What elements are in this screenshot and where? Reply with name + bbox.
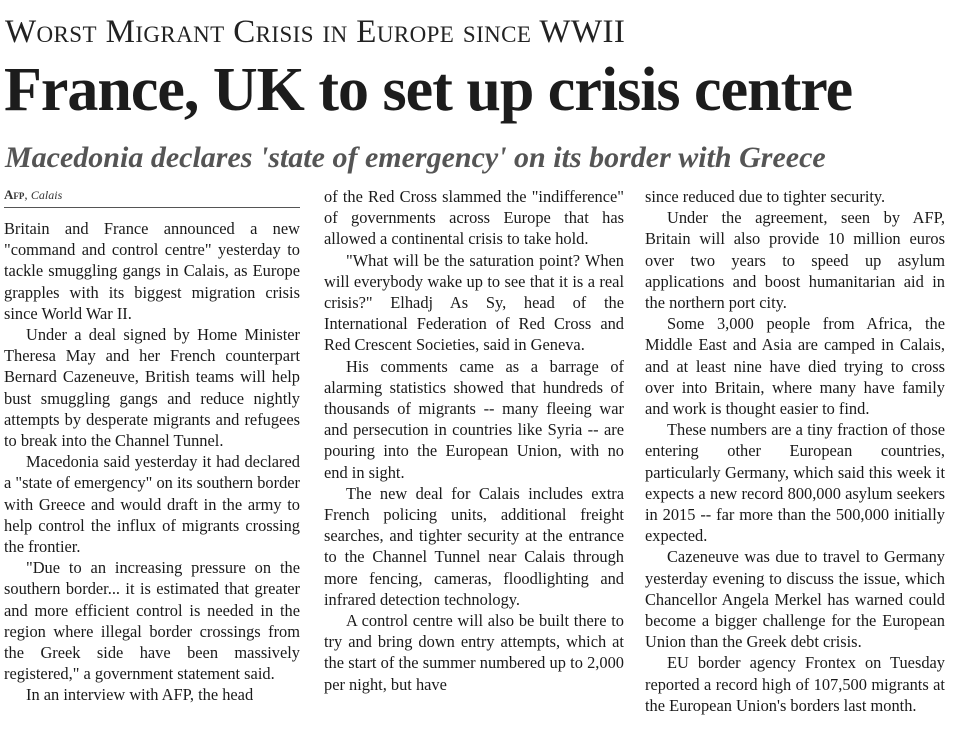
paragraph: Cazeneuve was due to travel to Germany yesterday evening to discuss the issue, which Chancellor Angela Merkel has warned could become a bigger challenge for the European Union than the Greek debt crisis.: [645, 547, 945, 652]
paragraph: These numbers are a tiny fraction of those entering other European countries, particularly Germany, which said this week it expects a new record 800,000 asylum seekers in 2015 -- far more than the 500,000 initially expected.: [645, 420, 945, 546]
paragraph: since reduced due to tighter security.: [645, 187, 886, 206]
kicker: Worst Migrant Crisis in Europe since WWII: [5, 14, 626, 50]
article-column-1: [4, 186, 300, 706]
paragraph: The new deal for Calais includes extra French policing units, additional freight searches, and tighter security at the entrance to the Channel Tunnel near Calais through more fencing, cameras, floodlighting and infrared detection technology.: [324, 483, 624, 609]
byline: Afp, Calais: [4, 186, 300, 208]
paragraph: "What will be the saturation point? When will everybody wake up to see that it is a real crisis?" Elhadj As Sy, head of the International Federation of Red Cross and Red Crescent Societies, said in Geneva.: [324, 250, 624, 355]
article-column-2: [324, 186, 624, 695]
paragraph: In an interview with AFP, the head: [26, 685, 254, 705]
paragraph: "Due to an increasing pressure on the southern border... it is estimated that greater and more efficient control is needed in the region where illegal border crossings from the Greek side have been massively registered," a government statement said.: [4, 558, 300, 684]
article-column-3: [645, 186, 945, 716]
headline: France, UK to set up crisis centre: [4, 56, 853, 124]
paragraph: EU border agency Frontex on Tuesday reported a record high of 107,500 migrants at the European Union's borders last month.: [645, 653, 945, 715]
paragraph: Under the agreement, seen by AFP, Britain will also provide 10 million euros over two years to speed up asylum applications and boost humanitarian aid in the northern port city.: [645, 208, 945, 313]
paragraph: of the Red Cross slammed the "indifference" of governments across Europe that has allowed a continental crisis to take hold.: [324, 187, 624, 249]
byline-agency: Afp: [4, 187, 25, 202]
subhead: Macedonia declares 'state of emergency' on its border with Greece: [5, 141, 826, 174]
byline-place: Calais: [30, 188, 63, 202]
paragraph: Macedonia said yesterday it had declared a "state of emergency" on its southern border with Greece and would draft in the army to help control the influx of migrants crossing the frontier.: [4, 452, 300, 557]
paragraph: His comments came as a barrage of alarming statistics showed that hundreds of thousands of migrants -- many fleeing war and persecution in countries like Syria -- are pouring into the European Union, with no end in sight.: [324, 356, 624, 482]
paragraph: A control centre will also be built there to try and bring down entry attempts, which at the start of the summer numbered up to 2,000 per night, but have: [324, 611, 624, 694]
paragraph: Some 3,000 people from Africa, the Middle East and Asia are camped in Calais, and at least nine have died trying to cross over into Britain, where many have family and work is thought easier to find.: [645, 314, 945, 419]
paragraph: Under a deal signed by Home Minister Theresa May and her French counterpart Bernard Cazeneuve, British teams will help bust smuggling gangs and reduce nightly attempts by desperate migrants and refugees to break into the Channel Tunnel.: [4, 325, 300, 451]
paragraph: Britain and France announced a new "command and control centre" yesterday to tackle smuggling gangs in Calais, as Europe grapples with its biggest migration crisis since World War II.: [4, 219, 300, 323]
